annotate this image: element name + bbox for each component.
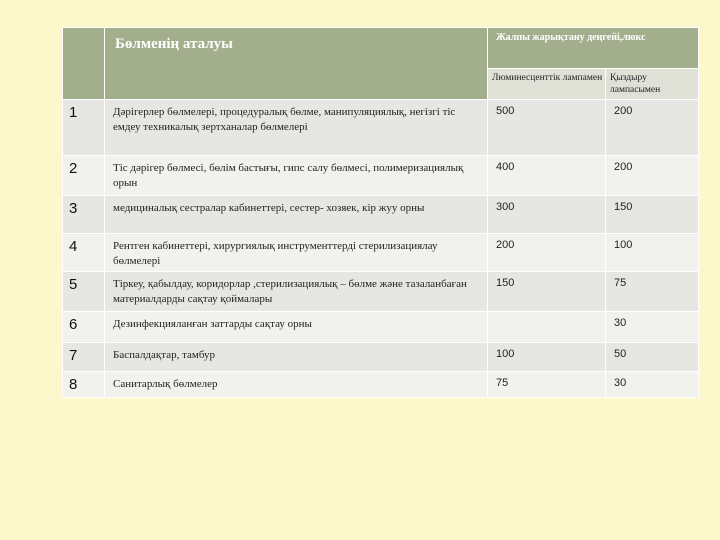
fluorescent-value: 150: [488, 272, 606, 312]
fluorescent-value: 100: [488, 343, 606, 372]
fluorescent-value: 500: [488, 100, 606, 156]
illumination-table: [62, 27, 699, 398]
table-row: [63, 100, 699, 156]
incandescent-value: 100: [606, 234, 699, 272]
row-number: 2: [63, 156, 105, 196]
table-row: [63, 343, 699, 372]
table-row: [63, 196, 699, 234]
room-name: Санитарлық бөлмелер: [105, 372, 488, 398]
fluorescent-value: 400: [488, 156, 606, 196]
table-row: [63, 156, 699, 196]
incandescent-value: 50: [606, 343, 699, 372]
room-name: Баспалдақтар, тамбур: [105, 343, 488, 372]
row-number: 4: [63, 234, 105, 272]
fluorescent-value: [488, 312, 606, 343]
table-row: [63, 234, 699, 272]
incandescent-value: 30: [606, 312, 699, 343]
incandescent-value: 75: [606, 272, 699, 312]
row-number: 1: [63, 100, 105, 156]
room-name: медициналық сестралар кабинеттері, сестер- хозяек, кір жуу орны: [105, 196, 488, 234]
incandescent-value: 30: [606, 372, 699, 398]
fluorescent-value: 200: [488, 234, 606, 272]
table-row: [63, 372, 699, 398]
header-fluorescent: Люминесценттік лампамен: [488, 69, 606, 100]
room-name: Рентген кабинеттері, хирургиялық инструменттерді стерилизациялау бөлмелері: [105, 234, 488, 272]
room-name: Дезинфекцияланған заттарды сақтау орны: [105, 312, 488, 343]
table-row: [63, 272, 699, 312]
incandescent-value: 200: [606, 156, 699, 196]
header-number-cell: [63, 28, 105, 100]
room-name: Тіс дәрігер бөлмесі, бөлім бастығы, гипс салу бөлмесі, полимеризациялық орын: [105, 156, 488, 196]
header-row: [63, 28, 699, 69]
header-illumination-level: Жалпы жарықтану деңгейі,люкс: [488, 28, 699, 69]
row-number: 8: [63, 372, 105, 398]
header-room-name: Бөлменің аталуы: [105, 28, 488, 100]
room-name: Дәрігерлер бөлмелері, процедуралық бөлме, манипуляциялық, негізгі тіс емдеу техникалық зертханалар бөлмелері: [105, 100, 488, 156]
row-number: 7: [63, 343, 105, 372]
fluorescent-value: 75: [488, 372, 606, 398]
row-number: 3: [63, 196, 105, 234]
incandescent-value: 150: [606, 196, 699, 234]
incandescent-value: 200: [606, 100, 699, 156]
fluorescent-value: 300: [488, 196, 606, 234]
row-number: 6: [63, 312, 105, 343]
row-number: 5: [63, 272, 105, 312]
header-incandescent: Қыздыру лампасымен: [606, 69, 699, 100]
table-row: [63, 312, 699, 343]
room-name: Тіркеу, қабылдау, коридорлар ,стерилизациялық – бөлме және тазаланбаған материалдарды сақтау қоймалары: [105, 272, 488, 312]
